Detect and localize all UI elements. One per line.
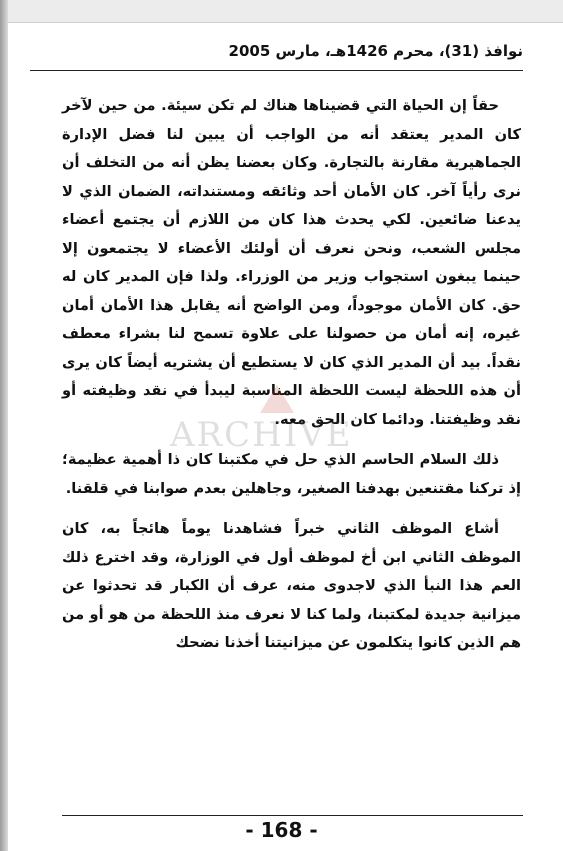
scan-top-border — [0, 0, 563, 23]
paragraph-3: أشاع الموظف الثاني خبراً فشاهدنا يوماً هائجاً به، كان الموظف الثاني ابن أخ لموظف أول في الوزارة، وقد اخترع ذلك العم هذا النبأ الذي لاجدوى منه، عرف أن الكبار قد تحدثوا عن ميزانية جديدة لمكتبنا، ولما كنا لا نعرف منذ اللحظة من هو أو من هم الذين كانوا يتكلمون عن ميزانيتنا أخذنا نضحك — [62, 520, 521, 651]
article-body — [62, 92, 521, 658]
running-header: نوافذ (31)، محرم 1426هـ، مارس 2005 — [228, 42, 523, 60]
page-number: - 168 - — [245, 818, 318, 842]
watermark-text: ARCHIVE — [170, 415, 353, 455]
footer-rule — [62, 815, 523, 816]
scan-left-edge — [0, 0, 8, 851]
paragraph-2: ذلك السلام الحاسم الذي حل في مكتبنا كان ذا أهمية عظيمة؛ إذ تركنا مقتنعين بهدفنا الصغير، وجاهلين بعدم صوابنا في قلقنا. — [62, 451, 521, 497]
header-rule — [30, 70, 523, 71]
paragraph-1: حقاً إن الحياة التي قضيناها هناك لم تكن سيئة. من حين لآخر كان المدير يعتقد أنه من الواجب أن يبين لنا فضل الإدارة الجماهيرية مقارنة بالتجارة. وكان بعضنا يظن أنه من التخلف أن نرى رأياً آخر. كان الأمان أحد وثائقه ومستنداته، الضمان الذي لا يدعنا ضائعين. لكي يحدث هذا كان من اللازم أن يجتمع أعضاء مجلس الشعب، ونحن نعرف أن أولئك الأعضاء لا يجتمعون إلا حينما يبغون استجواب وزير من الوزراء. ولذا فإن المدير كان له حق. كان الأمان موجوداً، ومن الواضح أنه يقابل هذا الأمان أمان غيره، إنه أمان من حصولنا على علاوة تسمح لنا بشراء معطف نقداً. بيد أن المدير الذي كان لا يستطيع أن يشتريه أيضاً كان يرى أن هذه اللحظة ليست اللحظة المناسبة ليبدأ في نقد وظيفته أو نقد وظيفتنا. ودائما كان الحق معه. — [62, 97, 521, 428]
